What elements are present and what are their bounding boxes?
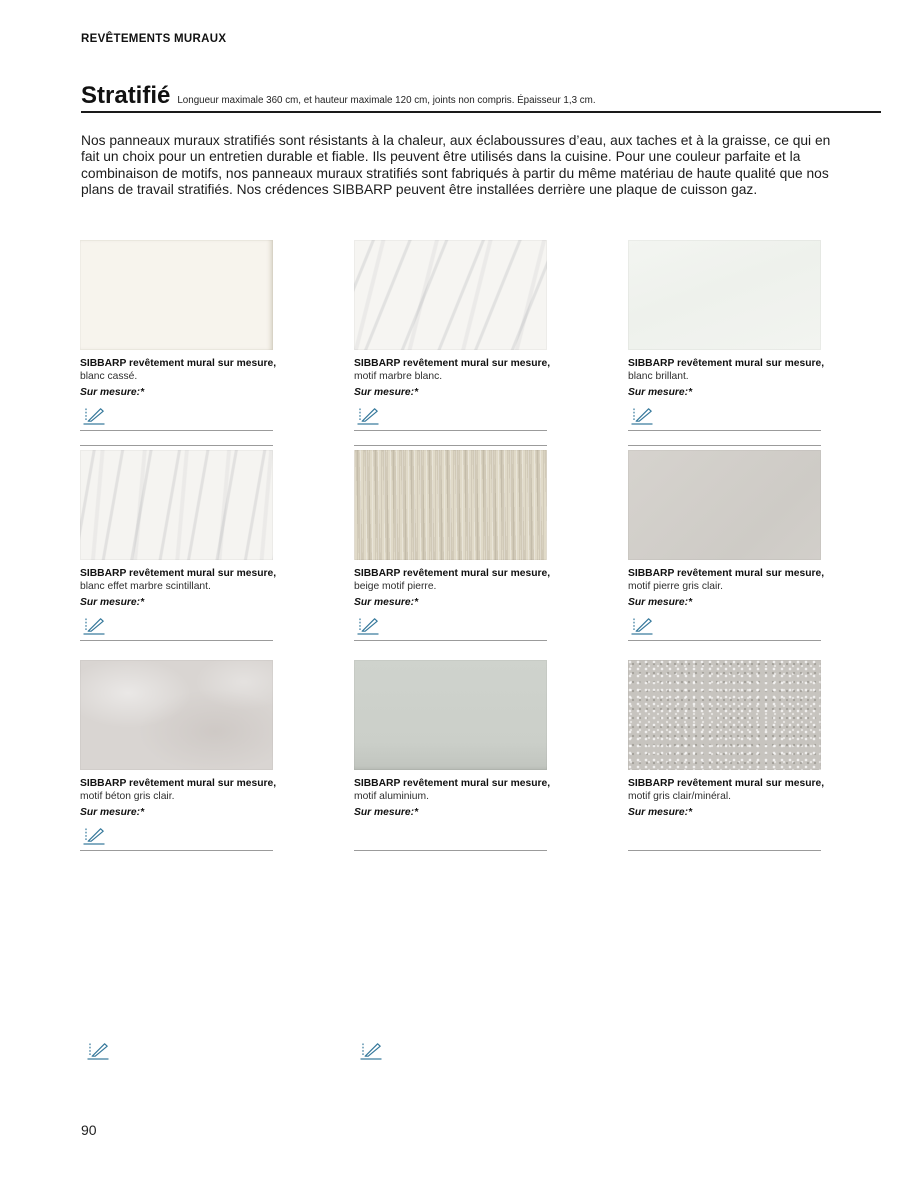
- product-card: [354, 450, 551, 662]
- price-rule: [80, 640, 273, 641]
- measure-pencil-icon: [81, 405, 107, 427]
- product-price-label: Sur mesure:*: [80, 807, 145, 818]
- product-name: SIBBARP revêtement mural sur mesure,: [354, 778, 551, 789]
- price-rule: [80, 850, 273, 851]
- product-desc: motif gris clair/minéral.: [628, 791, 731, 802]
- price-rule: [354, 430, 547, 431]
- product-name: SIBBARP revêtement mural sur mesure,: [628, 568, 825, 579]
- measure-pencil-icon: [629, 405, 655, 427]
- price-rule-extra: [354, 445, 547, 446]
- product-swatch: [628, 240, 821, 350]
- price-rule-extra: [628, 445, 821, 446]
- section-title-row: [81, 82, 596, 110]
- product-desc: motif marbre blanc.: [354, 371, 443, 382]
- measure-pencil-icon: [85, 1040, 111, 1062]
- price-rule-extra: [80, 445, 273, 446]
- product-name: SIBBARP revêtement mural sur mesure,: [354, 358, 551, 369]
- price-rule: [628, 850, 821, 851]
- product-swatch: [80, 660, 273, 770]
- section-title: Stratifié: [81, 82, 171, 109]
- product-card: [354, 660, 551, 872]
- product-swatch: [628, 660, 821, 770]
- title-divider: [81, 111, 881, 113]
- measure-pencil-icon: [358, 1040, 384, 1062]
- product-desc: blanc cassé.: [80, 371, 138, 382]
- section-subtitle: Longueur maximale 360 cm, et hauteur maximale 120 cm, joints non compris. Épaisseur 1,3 cm.: [177, 95, 596, 106]
- product-desc: motif aluminium.: [354, 791, 429, 802]
- product-swatch: [80, 450, 273, 560]
- product-card: [80, 450, 277, 662]
- product-card: [628, 660, 825, 872]
- product-name: SIBBARP revêtement mural sur mesure,: [628, 778, 825, 789]
- product-name: SIBBARP revêtement mural sur mesure,: [628, 358, 825, 369]
- price-rule: [628, 430, 821, 431]
- product-price-label: Sur mesure:*: [80, 387, 145, 398]
- product-price-label: Sur mesure:*: [354, 597, 419, 608]
- measure-pencil-icon: [81, 825, 107, 847]
- price-rule: [80, 430, 273, 431]
- category-header: REVÊTEMENTS MURAUX: [81, 33, 227, 45]
- product-card: [628, 450, 825, 662]
- product-price-label: Sur mesure:*: [628, 807, 693, 818]
- product-desc: blanc effet marbre scintillant.: [80, 581, 211, 592]
- price-rule: [354, 850, 547, 851]
- product-name: SIBBARP revêtement mural sur mesure,: [354, 568, 551, 579]
- product-card: [80, 240, 277, 452]
- product-price-label: Sur mesure:*: [354, 387, 419, 398]
- product-swatch: [354, 660, 547, 770]
- product-swatch: [80, 240, 273, 350]
- measure-pencil-icon: [81, 615, 107, 637]
- product-desc: motif pierre gris clair.: [628, 581, 723, 592]
- product-swatch: [628, 450, 821, 560]
- product-name: SIBBARP revêtement mural sur mesure,: [80, 778, 277, 789]
- product-price-label: Sur mesure:*: [80, 597, 145, 608]
- product-swatch: [354, 450, 547, 560]
- product-name: SIBBARP revêtement mural sur mesure,: [80, 358, 277, 369]
- measure-pencil-icon: [355, 405, 381, 427]
- price-rule: [628, 640, 821, 641]
- measure-pencil-icon: [629, 615, 655, 637]
- product-desc: blanc brillant.: [628, 371, 689, 382]
- product-card: [628, 240, 825, 452]
- product-price-label: Sur mesure:*: [628, 387, 693, 398]
- intro-paragraph: Nos panneaux muraux stratifiés sont résistants à la chaleur, aux éclaboussures d’eau, aux taches et à la graisse, ce qui en fait un choix pour un entretien durable et fiable. Ils peuvent être utilisés dans la cuisine. Pour une couleur parfaite et la combinaison de motifs, nos panneaux muraux stratifiés sont fabriqués à partir du même matériau de haute qualité que nos plans de travail stratifiés. Nos crédences SIBBARP peuvent être installées derrière une plaque de cuisson gaz.: [81, 133, 831, 198]
- product-swatch: [354, 240, 547, 350]
- price-rule: [354, 640, 547, 641]
- product-desc: motif béton gris clair.: [80, 791, 175, 802]
- measure-pencil-icon: [355, 615, 381, 637]
- page-number: 90: [81, 1122, 97, 1138]
- product-price-label: Sur mesure:*: [354, 807, 419, 818]
- product-name: SIBBARP revêtement mural sur mesure,: [80, 568, 277, 579]
- product-card: [80, 660, 277, 872]
- product-price-label: Sur mesure:*: [628, 597, 693, 608]
- product-desc: beige motif pierre.: [354, 581, 437, 592]
- product-card: [354, 240, 551, 452]
